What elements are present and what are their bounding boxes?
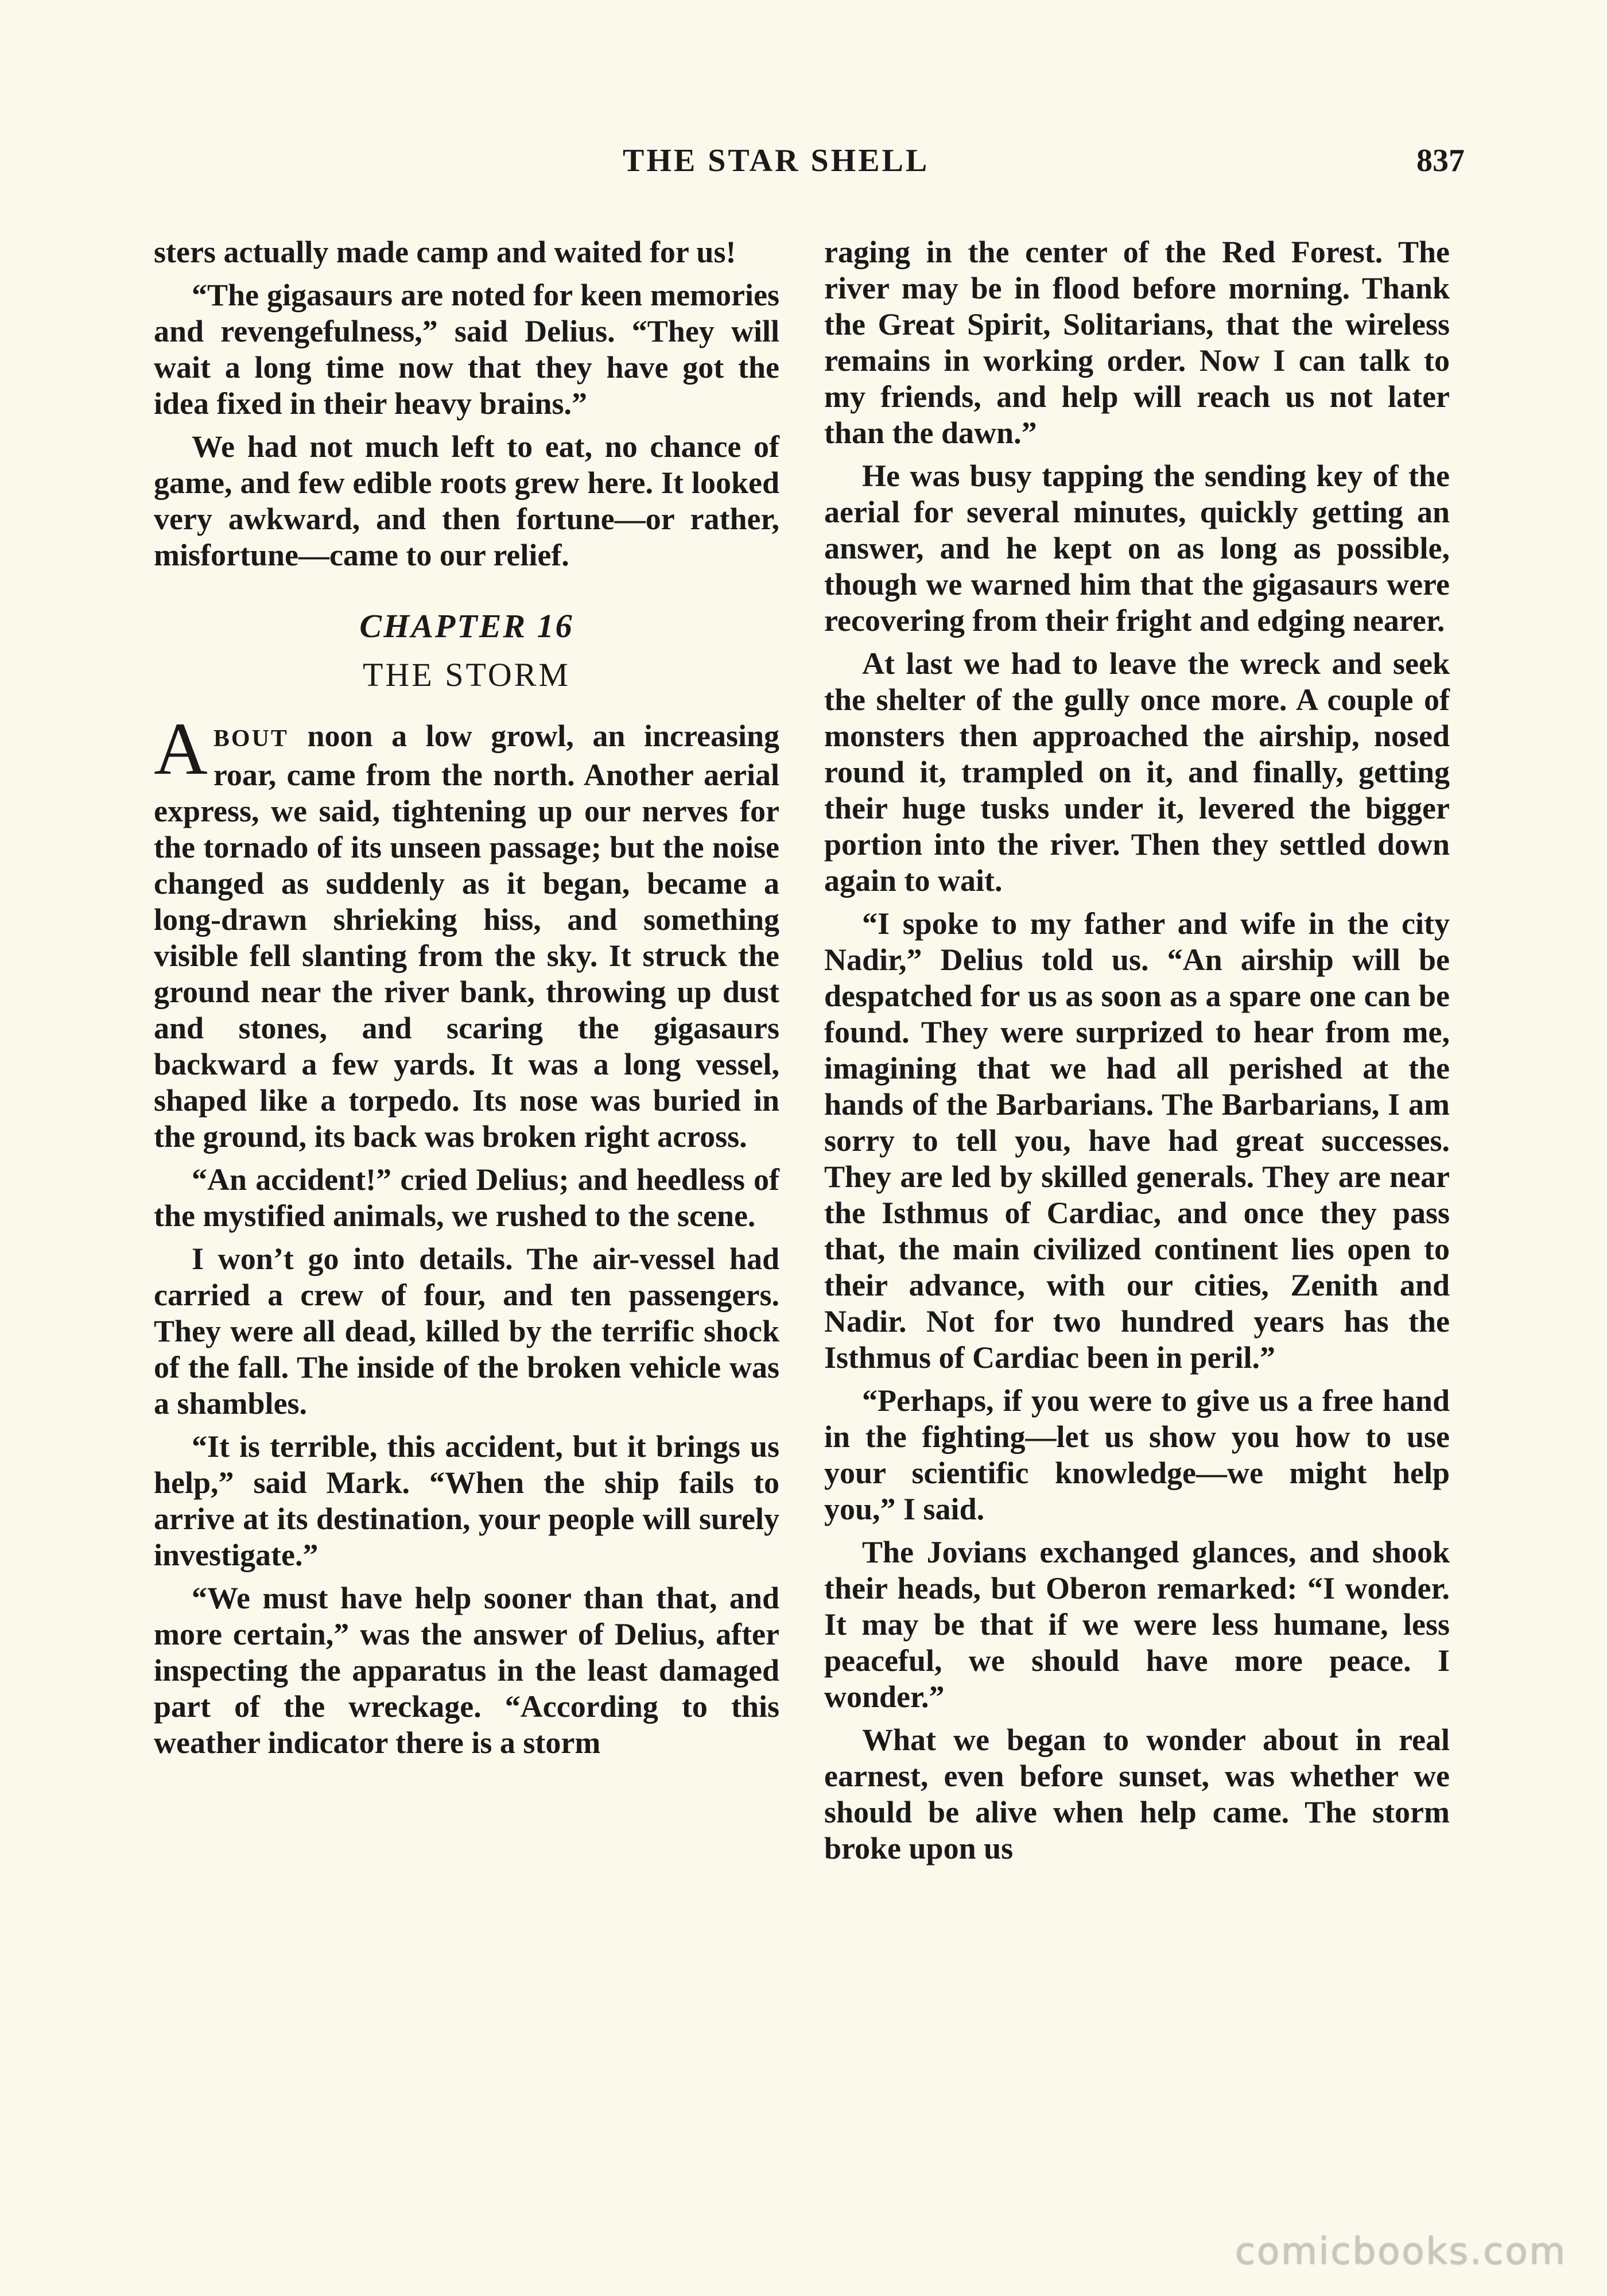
paragraph: “I spoke to my father and wife in the city Nadir,” Delius told us. “An airship will be despatched for us as soon as a spare one can be found. They were surprized to hear from me, imagining that we had all perished at the hands of the Barbarians. The Barbarians, I am sorry to tell you, have had great successes. They are led by skilled generals. They are near the Isthmus of Cardiac, and once they pass that, the main civilized continent lies open to their advance, with our cities, Zenith and Nadir. Not for two hundred years has the Isthmus of Cardiac been in peril.” [824, 906, 1450, 1375]
left-column [154, 234, 779, 1768]
paragraph: I won’t go into details. The air-vessel had carried a crew of four, and ten passengers. They were all dead, killed by the terrific shock of the fall. The inside of the broken vehicle was a shambles. [154, 1242, 779, 1421]
paragraph: “Perhaps, if you were to give us a free hand in the fighting—let us show you how to use your scientific knowledge—we might help you,” I said. [824, 1383, 1450, 1526]
drop-cap: A [154, 708, 208, 790]
paragraph: “We must have help sooner than that, and more certain,” was the answer of Delius, after inspecting the apparatus in the least damaged part of the wreckage. “According to this weather indicator there is a storm [154, 1581, 779, 1760]
paragraph: “The gigasaurs are noted for keen memories and revengefulness,” said Delius. “They will wait a long time now that they have got the idea fixed in their heavy brains.” [154, 278, 779, 421]
chapter-subtitle: THE STORM [362, 656, 571, 693]
paragraph: “It is terrible, this accident, but it brings us help,” said Mark. “When the ship fails to arrive at its destination, your people will surely investigate.” [154, 1429, 779, 1572]
paragraph: “An accident!” cried Delius; and heedless of the mystified animals, we rushed to the scene. [154, 1162, 779, 1233]
paragraph: He was busy tapping the sending key of the aerial for several minutes, quickly getting an answer, and he kept on as long as possible, though we warned him that the gigasaurs were recovering from their fright and edging nearer. [824, 459, 1450, 638]
paragraph: What we began to wonder about in real earnest, even before sunset, was whether we should be alive when help came. The storm broke upon us [824, 1723, 1450, 1865]
right-column [824, 234, 1450, 1874]
small-caps-lead: BOUT [213, 726, 289, 752]
watermark: comicbooks.com [1235, 2231, 1567, 2273]
paragraph-text: noon a low growl, an increasing roar, came from the north. Another aerial express, we said, tightening up our nerves for the tornado of its unseen passage; but the noise changed as suddenly as it began, became a long-drawn shrieking hiss, and something visible fell slanting from the sky. It struck the ground near the river bank, throwing up dust and stones, and scaring the gigasaurs backward a few yards. It was a long vessel, shaped like a torpedo. Its nose was buried in the ground, its back was broken right across. [154, 719, 779, 1154]
paragraph: At last we had to leave the wreck and seek the shelter of the gully once more. A couple of monsters then approached the airship, nosed round it, trampled on it, and finally, getting their huge tusks under it, levered the bigger portion into the river. Then they settled down again to wait. [824, 646, 1450, 898]
paragraph: The Jovians exchanged glances, and shook their heads, but Oberon remarked: “I wonder. It may be that if we were less humane, less peaceful, we should have more peace. I wonder.” [824, 1535, 1450, 1714]
page-number: 837 [1416, 143, 1465, 179]
paragraph: We had not much left to eat, no chance of game, and few edible roots grew here. It looked very awkward, and then fortune—or rather, misfortune—came to our relief. [154, 429, 779, 572]
running-title: THE STAR SHELL [623, 143, 930, 179]
chapter-title: CHAPTER 16 [359, 607, 574, 645]
paragraph-opening [154, 708, 779, 1155]
paragraph: raging in the center of the Red Forest. The river may be in flood before morning. Thank the Great Spirit, Solitarians, that the wireless remains in working order. Now I can talk to my friends, and help will reach us not later than the dawn.” [824, 235, 1450, 450]
paragraph: sters actually made camp and waited for us! [154, 235, 736, 269]
